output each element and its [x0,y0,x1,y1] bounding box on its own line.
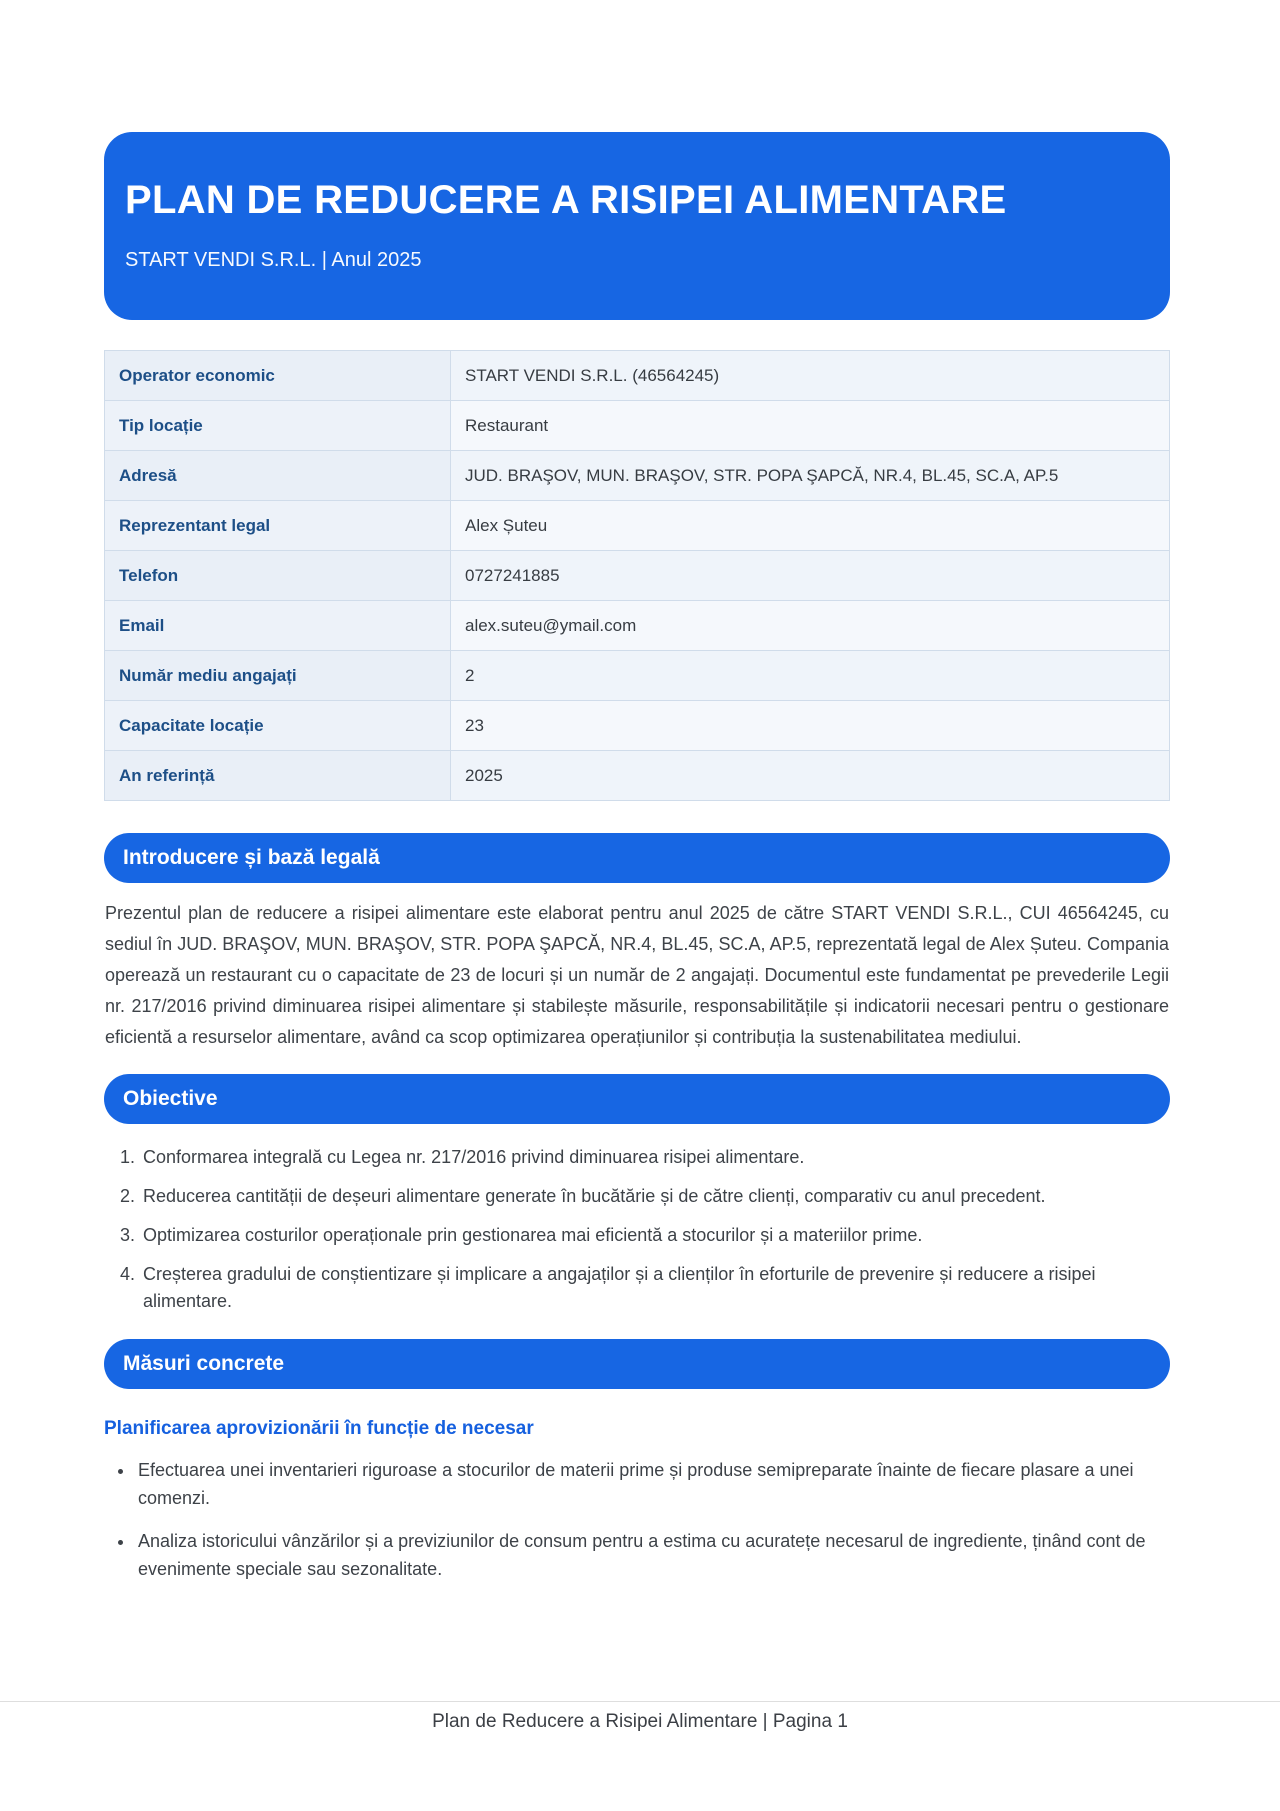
row-value: 23 [451,701,1170,751]
footer-text: Plan de Reducere a Risipei Alimentare | Pagina 1 [432,1711,848,1732]
measures-subheading: Planificarea aprovizionării în funcție de necesar [104,1418,534,1439]
row-label: Email [105,601,451,651]
row-value: 2 [451,651,1170,701]
measures-bullet-list [104,1456,1170,1583]
list-item: • Analiza istoricului vânzărilor și a previziunilor de consum pentru a estima cu acuratețe necesarul de ingrediente, ținând cont de evenimente speciale sau sezonalitate. [135,1527,1170,1583]
list-item: 2. Reducerea cantității de deșeuri alimentare generate în bucătărie și de către clienți, comparativ cu anul precedent. [140,1183,1170,1210]
section-heading-label: Obiective [123,1087,218,1110]
page-footer [0,1701,1280,1733]
company-info-table [104,350,1170,801]
list-item: • Efectuarea unei inventarieri riguroase a stocurilor de materii prime și produse semipreparate înainte de fiecare plasare a unei comenzi. [135,1456,1170,1512]
row-label: Operator economic [105,351,451,401]
list-item: 4. Creșterea gradului de conștientizare și implicare a angajaților și a clienților în eforturile de prevenire și reducere a risipei alimentare. [140,1261,1170,1315]
row-value: 0727241885 [451,551,1170,601]
company-info-table-body [105,351,1170,801]
table-row [105,601,1170,651]
row-value: JUD. BRAŞOV, MUN. BRAŞOV, STR. POPA ŞAPCĂ, NR.4, BL.45, SC.A, AP.5 [451,451,1170,501]
document-header [104,132,1170,320]
document-subtitle: START VENDI S.R.L. | Anul 2025 [125,249,422,271]
table-row [105,551,1170,601]
row-value: Restaurant [451,401,1170,451]
row-value: 2025 [451,751,1170,801]
list-item: 1. Conformarea integrală cu Legea nr. 217/2016 privind diminuarea risipei alimentare. [140,1144,1170,1171]
row-label: Reprezentant legal [105,501,451,551]
row-label: Adresă [105,451,451,501]
row-value: Alex Șuteu [451,501,1170,551]
list-item: 3. Optimizarea costurilor operaționale prin gestionarea mai eficientă a stocurilor și a materiilor prime. [140,1222,1170,1249]
intro-paragraph: Prezentul plan de reducere a risipei alimentare este elaborat pentru anul 2025 de către START VENDI S.R.L., CUI 46564245, cu sediul în JUD. BRAŞOV, MUN. BRAŞOV, STR. POPA ŞAPCĂ, NR.4, BL.45, SC.A, AP.5, reprezentată legal de Alex Șuteu. Compania operează un restaurant cu o capacitate de 23 de locuri și un număr de 2 angajați. Documentul este fundamentat pe prevederile Legii nr. 217/2016 privind diminuarea risipei alimentare și stabilește măsurile, responsabilitățile și indicatorii necesari pentru o gestionare eficientă a resurselor alimentare, având ca scop optimizarea operațiunilor și contribuția la sustenabilitatea mediului. [105,903,1169,1047]
table-row [105,751,1170,801]
table-row [105,351,1170,401]
table-row [105,451,1170,501]
row-label: Telefon [105,551,451,601]
section-heading-obiective [104,1074,1170,1124]
objectives-list [104,1144,1170,1315]
row-label: Tip locație [105,401,451,451]
section-heading-introducere [104,833,1170,883]
row-label: An referință [105,751,451,801]
row-value: alex.suteu@ymail.com [451,601,1170,651]
footer-divider [0,1701,1280,1702]
section-heading-label: Introducere și bază legală [123,846,380,869]
table-row [105,701,1170,751]
section-heading-label: Măsuri concrete [123,1352,285,1375]
row-label: Număr mediu angajați [105,651,451,701]
row-label: Capacitate locație [105,701,451,751]
row-value: START VENDI S.R.L. (46564245) [451,351,1170,401]
table-row [105,401,1170,451]
document-title: PLAN DE REDUCERE A RISIPEI ALIMENTARE [125,178,1007,222]
table-row [105,651,1170,701]
document-content [104,0,1170,1598]
section-heading-masuri-concrete [104,1339,1170,1389]
table-row [105,501,1170,551]
